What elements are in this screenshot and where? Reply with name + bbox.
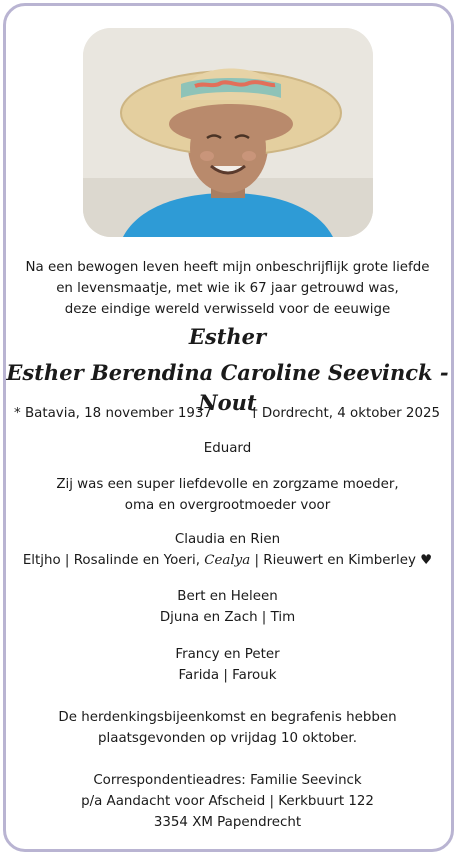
group1-children-cealya: Cealya: [204, 553, 251, 568]
tribute-line-2: oma en overgrootmoeder voor: [124, 498, 331, 513]
tribute-line-1: Zij was een super liefdevolle en zorgzame moeder,: [56, 477, 399, 492]
tribute-text: [0, 474, 455, 516]
group3-children: Farida | Farouk: [178, 668, 277, 683]
intro-line-1: Na een bewogen leven heeft mijn onbeschrijflijk grote liefde: [25, 260, 430, 275]
group1-children: [0, 550, 455, 571]
death-date: † Dordrecht, 4 oktober 2025: [250, 406, 440, 421]
intro-text: [0, 257, 455, 320]
correspondence-line-2: p/a Aandacht voor Afscheid | Kerkbuurt 122: [81, 794, 374, 809]
portrait-photo: [83, 28, 373, 237]
group3-parents: Francy en Peter: [175, 647, 280, 662]
correspondence-address: [0, 770, 455, 833]
correspondence-line-3: 3354 XM Papendrecht: [153, 815, 302, 830]
full-name: Esther Berendina Caroline Seevinck - Nout: [6, 360, 449, 415]
family-group-2: [0, 586, 455, 628]
first-name: Esther: [188, 324, 267, 349]
correspondence-line-1: Correspondentieadres: Familie Seevinck: [93, 773, 362, 788]
ceremony-line-1: De herdenkingsbijeenkomst en begrafenis hebben: [58, 710, 397, 725]
family-group-3: [0, 644, 455, 686]
group1-children-part1: Eltjho | Rosalinde en Yoeri,: [22, 553, 205, 568]
birth-date: * Batavia, 18 november 1937: [14, 406, 212, 421]
husband-name: Eduard: [203, 441, 252, 456]
ceremony-line-2: plaatsgevonden op vrijdag 10 oktober.: [98, 731, 357, 746]
ceremony-text: [0, 707, 455, 749]
group1-parents: Claudia en Rien: [174, 532, 281, 547]
intro-line-3: deze eindige wereld verwisseld voor de eeuwige: [64, 302, 391, 317]
group2-children: Djuna en Zach | Tim: [159, 610, 296, 625]
family-group-1: [0, 529, 455, 571]
group2-parents: Bert en Heleen: [177, 589, 278, 604]
group1-children-part3: | Rieuwert en Kimberley ♥: [250, 553, 433, 568]
intro-line-2: en levensmaatje, met wie ik 67 jaar getrouwd was,: [56, 281, 399, 296]
